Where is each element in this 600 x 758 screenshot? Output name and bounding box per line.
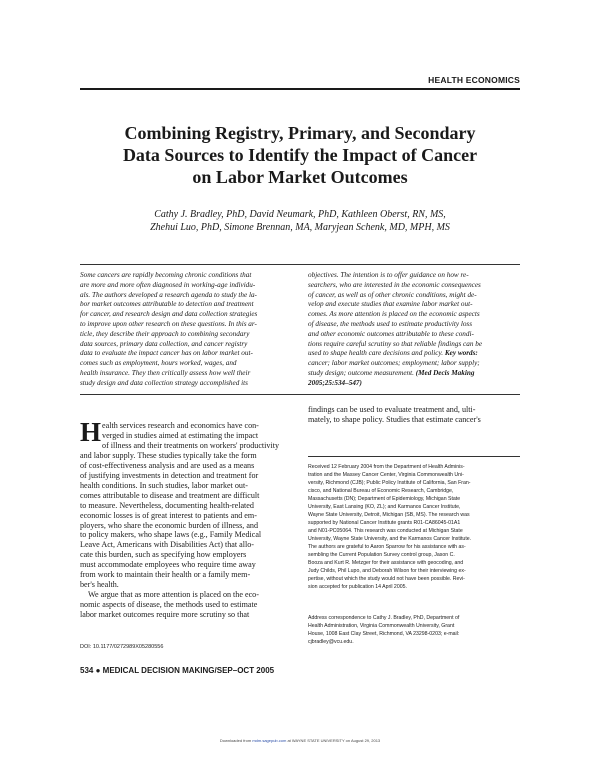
- body-right-column: [308, 405, 520, 425]
- note-line: Received 12 February 2004 from the Department of Health Adminis-: [308, 464, 465, 470]
- note-line: Booza and Kurt R. Metzger for their assistance with geocoding, and: [308, 560, 464, 566]
- body-line: comes attributable to disease and treatment are difficult: [80, 490, 260, 500]
- note-line: tration and the Massey Cancer Center, Virginia Commonwealth Uni-: [308, 472, 464, 478]
- body-line: ber's health.: [80, 580, 119, 590]
- keywords-line: cancer; labor market outcomes; employment; labor supply;: [308, 359, 480, 368]
- abstract-line: comes such as employment, hours worked, wages, and: [80, 359, 237, 368]
- note-line: University, East Lansing (KO, ZL); and Karmanos Cancer Institute,: [308, 504, 461, 510]
- body-line: Leave Act, Americans with Disabilities Act) that allo-: [80, 540, 254, 550]
- body-line: cate this burden, such as specifying how employers: [80, 550, 247, 560]
- abstract-line: of cancer, as well as of other chronic conditions, might de-: [308, 290, 477, 299]
- body-line: and labor supply. These studies typically take the form: [80, 450, 257, 460]
- abstract-line: data to evaluate the impact cancer has on labor market out-: [80, 349, 253, 358]
- note-line: House, 1008 East Clay Street, Richmond, VA 23298-0203; e-mail:: [308, 631, 460, 637]
- note-line: Wayne State University, Detroit, Michigan (SB, MS). The research was: [308, 512, 470, 518]
- abstract-right-column: [308, 271, 520, 389]
- abstract-line: are more and more often diagnosed in working-age individu-: [80, 280, 256, 289]
- abstract-line: [308, 349, 520, 359]
- abstract-line: [308, 379, 520, 389]
- abstract-line: objectives. The intention is to offer guidance on how re-: [308, 271, 469, 279]
- abstract-line: and other economic outcomes attributable to these condi-: [308, 329, 474, 338]
- body-line: ployers, who share the economic burden of illness, and: [80, 520, 259, 530]
- notes-rule: [308, 456, 520, 457]
- body-line: findings can be used to evaluate treatment and, ulti-: [308, 405, 476, 414]
- abstract-line: als. The authors developed a research agenda to study the la-: [80, 290, 257, 299]
- download-suffix: at WAYNE STATE UNIVERSITY on August 29, 2013: [286, 738, 381, 743]
- abstract-line: health insurance. They then critically assess how well their: [80, 368, 251, 377]
- body-line: to measure. Nevertheless, documenting health-related: [80, 500, 254, 510]
- download-site-link[interactable]: mdm.sagepub.com: [252, 738, 287, 743]
- note-line: cisco, and National Bureau of Economic Research, Cambridge,: [308, 488, 454, 494]
- note-line: The authors are grateful to Aaron Sparrow for his assistance with as-: [308, 544, 466, 550]
- abstract-line: velop and execute studies that examine labor market out-: [308, 300, 473, 309]
- body-line: We argue that as more attention is placed on the eco-: [88, 590, 259, 600]
- body-line: of justifying investments in detection and treatment for: [80, 470, 259, 480]
- keywords-label: Key words:: [444, 349, 478, 358]
- abstract-bottom-rule: [80, 394, 520, 395]
- drop-cap: H: [80, 417, 102, 447]
- header-rule: [80, 88, 520, 90]
- page-number: 534: [80, 666, 94, 675]
- keywords-line: study design; outcome measurement.: [308, 368, 414, 377]
- download-prefix: Downloaded from: [219, 738, 253, 743]
- abstract-line: of disease, the methods used to estimate productivity loss: [308, 319, 473, 328]
- abstract-line: for cancer, and research design and data collection strategies: [80, 310, 258, 319]
- note-line: and N01-PC05064. This research was conducted at Michigan State: [308, 528, 463, 534]
- abstract-line: data sources, primary data collection, and cancer registry: [80, 339, 248, 348]
- body-line: nomic aspects of disease, the methods used to estimate: [80, 600, 258, 610]
- abstract-line-text: used to shape health care decisions and policy.: [308, 349, 444, 358]
- body-line: of cost-effectiveness analysis and are used as a means: [80, 460, 255, 470]
- note-line: sembling the Current Population Survey control group, Jason C.: [308, 552, 455, 558]
- download-notice: [0, 738, 600, 743]
- bullet-separator: ●: [95, 666, 103, 675]
- body-line: economic losses is of great interest to patients and em-: [80, 510, 257, 520]
- address-note: [308, 614, 520, 646]
- abstract-line: searchers, who are interested in the economic consequences: [308, 280, 481, 289]
- body-line: must accommodate employees who require time away: [80, 560, 256, 570]
- note-line: Massachusetts (DN); Department of Epidemiology, Michigan State: [308, 496, 461, 502]
- abstract-line: study design and data collection strategy accomplished its: [80, 378, 248, 387]
- body-line: labor market outcomes require more scrutiny so that: [80, 610, 250, 620]
- abstract-line: Some cancers are rapidly becoming chronic conditions that: [80, 271, 252, 279]
- body-line: to policy makers, who shape laws (e.g., Family Medical: [80, 530, 262, 540]
- abstract-line: bor market outcomes attributable to detection and treatment: [80, 300, 254, 309]
- body-line: verged in studies aimed at estimating the impact: [102, 430, 259, 440]
- body-line: ealth services research and economics have con-: [102, 421, 259, 430]
- abstract-line: comes. As more attention is placed on the economic aspects: [308, 310, 480, 319]
- note-line: Judy Childs, Phil Lupo, and Deborah Wilson for their interviewing ex-: [308, 568, 466, 574]
- body-line: health conditions. In such studies, labor market out-: [80, 480, 248, 490]
- note-line: versity, Richmond (CJB); Public Policy Institute of California, San Fran-: [308, 480, 471, 486]
- abstract-top-rule: [80, 264, 520, 265]
- author-list: [80, 208, 520, 234]
- section-label: HEALTH ECONOMICS: [428, 75, 520, 85]
- abstract-left-column: [80, 271, 292, 389]
- abstract-line: ticle, they describe their approach to combining secondary: [80, 329, 250, 338]
- received-note: [308, 463, 520, 591]
- note-line: supported by National Cancer Institute grants R01-CA86045-01A1: [308, 520, 461, 526]
- note-line: Health Administration, Virginia Commonwealth University, Grant: [308, 623, 455, 629]
- doi: DOI: 10.1177/0272989X05280556: [80, 644, 164, 650]
- article-title: [80, 122, 520, 188]
- page-footer: [80, 666, 274, 675]
- journal-name: MEDICAL DECISION MAKING/SEP–OCT 2005: [102, 666, 275, 675]
- abstract-line: tions require careful scrutiny so that reliable findings can be: [308, 339, 483, 348]
- title-line: Data Sources to Identify the Impact of Cancer: [122, 145, 478, 165]
- body-line: from work to maintain their health or a family mem-: [80, 570, 251, 580]
- note-line: cjbradley@vcu.edu.: [308, 639, 354, 645]
- note-line: pertise, without which the study would not have been possible. Revi-: [308, 576, 465, 582]
- note-line: sion accepted for publication 14 April 2005.: [308, 584, 407, 590]
- abstract-line: [308, 369, 520, 379]
- body-line: mately, to shape policy. Studies that estimate cancer's: [308, 414, 481, 424]
- body-left-column: [80, 417, 292, 620]
- note-line: Address correspondence to Cathy J. Bradley, PhD, Department of: [308, 615, 460, 621]
- title-line: Combining Registry, Primary, and Secondary: [124, 123, 476, 143]
- note-line: University, Wayne State University, and the Karmanos Cancer Institute.: [308, 536, 472, 542]
- abstract-line: to improve upon other research on these questions. In this ar-: [80, 319, 257, 328]
- citation: (Med Decis Making: [415, 368, 475, 377]
- author-line: Zhehui Luo, PhD, Simone Brennan, MA, Maryjean Schenk, MD, MPH, MS: [150, 222, 450, 233]
- body-line: of illness and their treatments on workers' productivity: [102, 440, 280, 450]
- citation: 2005;25:534–547): [308, 378, 362, 387]
- author-line: Cathy J. Bradley, PhD, David Neumark, PhD, Kathleen Oberst, RN, MS,: [154, 209, 446, 220]
- title-line: on Labor Market Outcomes: [192, 167, 408, 187]
